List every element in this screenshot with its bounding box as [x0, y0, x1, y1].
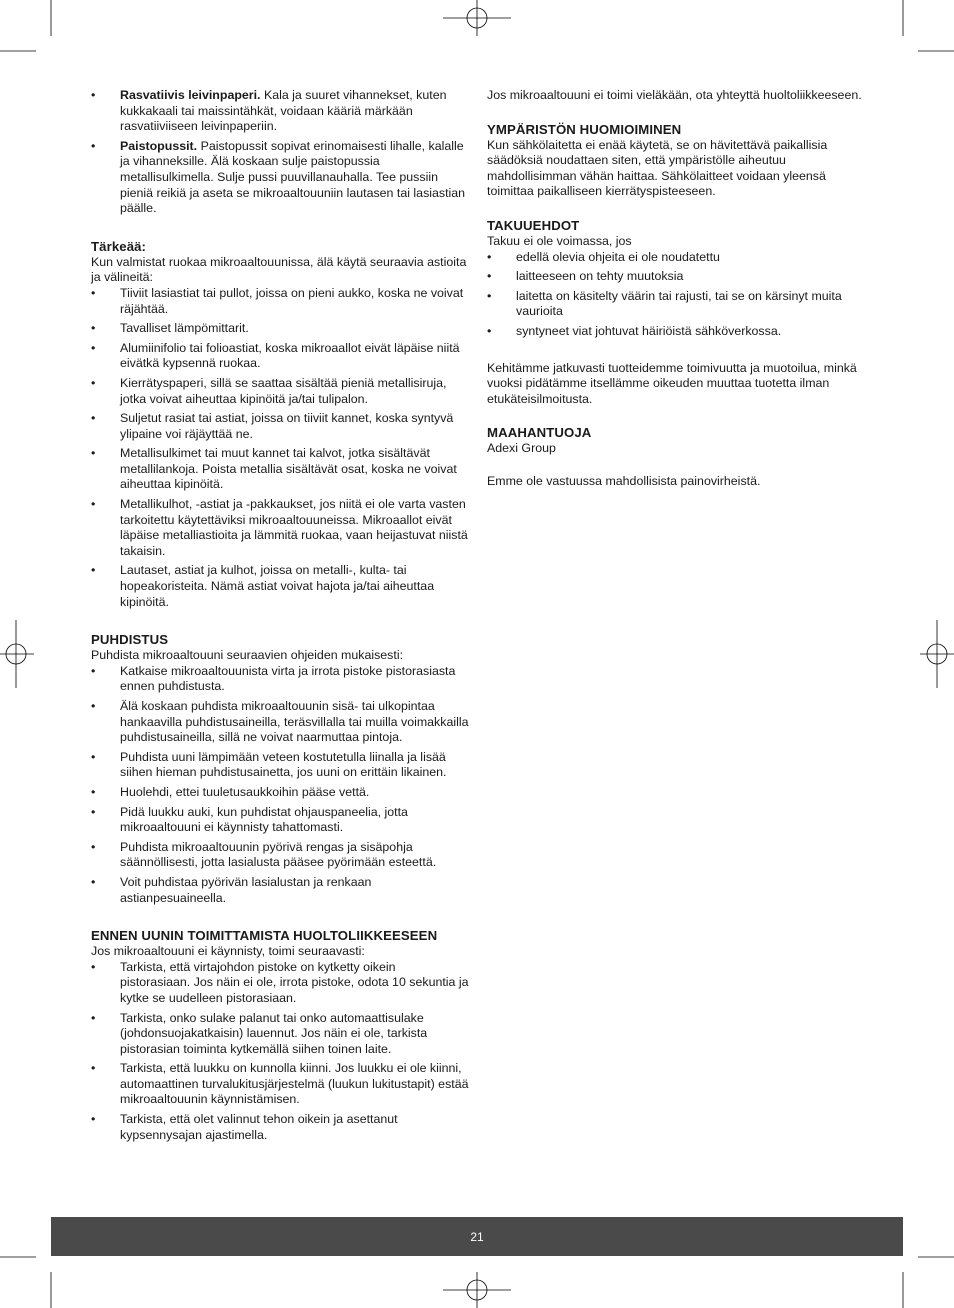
right-column	[487, 88, 865, 490]
registration-mark-left	[0, 620, 34, 688]
list-item: • syntyneet viat johtuvat häiriöistä sähköverkossa.	[487, 324, 865, 340]
list-item: • Metallisulkimet tai muut kannet tai kalvot, jotka sisältävät metallilankoja. Poista metallia sisältävät osat, koska ne voivat aiheuttaa kipinöitä.	[91, 446, 469, 493]
list-item: • Voit puhdistaa pyörivän lasialustan ja renkaan astianpesuaineella.	[91, 875, 469, 906]
before-service-heading: ENNEN UUNIN TOIMITTAMISTA HUOLTOLIIKKEESEEN	[91, 928, 438, 944]
list-item: • Tarkista, että luukku on kunnolla kiinni. Jos luukku ei ole kiinni, automaattinen turvalukitusjärjestelmä (luukun lukitustapit) estää mikroaaltouunin käynnistämisen.	[91, 1061, 469, 1108]
importer-heading: MAAHANTUOJA	[487, 425, 592, 441]
development-note: Kehitämme jatkuvasti tuotteidemme toimivuutta ja muotoilua, minkä vuoksi pidätämme itsellämme oikeuden muuttaa tuotetta ilman etukäteisilmoitusta.	[487, 360, 857, 406]
list-item: • laitetta on käsitelty väärin tai rajusti, tai se on kärsinyt muita vaurioita	[487, 289, 865, 320]
footer-bar	[51, 1217, 903, 1256]
list-item: • Alumiinifolio tai folioastiat, koska mikroaallot eivät läpäise niitä eivätkä kypsennä ruokaa.	[91, 341, 469, 372]
before-service-list	[91, 960, 469, 1144]
registration-mark-top	[443, 0, 511, 36]
before-service-intro: Jos mikroaaltouuni ei käynnisty, toimi seuraavasti:	[91, 944, 365, 959]
left-column	[91, 88, 469, 1147]
registration-mark-bottom	[443, 1272, 511, 1308]
warranty-intro: Takuu ei ole voimassa, jos	[487, 233, 632, 248]
warranty-heading: TAKUUEHDOT	[487, 217, 580, 233]
list-item: • Metallikulhot, -astiat ja -pakkaukset, jos niitä ei ole varta vasten tarkoitettu käytettäviksi mikroaaltouuneissa. Mikroaallot eivät läpäise metalliastioita ja lämmitä ruokaa, vaan heijastuvat niistä takaisin.	[91, 497, 469, 559]
important-list	[91, 286, 469, 610]
list-item: • Tavalliset lämpömittarit.	[91, 321, 469, 337]
intro-bullet-list	[91, 88, 469, 217]
list-item: • Rasvatiivis leivinpaperi. Kala ja suuret vihannekset, kuten kukkakaali tai maissintähkät, voidaan kääriä märkään rasvatiiviiseen leivinpaperiin.	[91, 88, 469, 135]
list-item: • Pidä luukku auki, kun puhdistat ohjauspaneelia, jotta mikroaaltouuni ei käynnisty tahattomasti.	[91, 805, 469, 836]
cleaning-intro: Puhdista mikroaaltouuni seuraavien ohjeiden mukaisesti:	[91, 648, 404, 663]
list-item: • Tarkista, onko sulake palanut tai onko automaattisulake (johdonsuojakatkaisin) lauennut. Jos näin ei ole, tarkista pistorasian toiminta kytkemällä siihen toinen laite.	[91, 1011, 469, 1058]
list-item: • edellä olevia ohjeita ei ole noudatettu	[487, 250, 865, 266]
important-heading: Tärkeää:	[91, 238, 147, 254]
list-item: • Katkaise mikroaaltouunista virta ja irrota pistoke pistorasiasta ennen puhdistusta.	[91, 664, 469, 695]
list-item: • Puhdista uuni lämpimään veteen kostutetulla liinalla ja lisää siihen hieman puhdistusainetta, jos uuni on erittäin likainen.	[91, 750, 469, 781]
list-item: • Tiiviit lasiastiat tai pullot, joissa on pieni aukko, koska ne voivat räjähtää.	[91, 286, 469, 317]
service-note: Jos mikroaaltouuni ei toimi vieläkään, ota yhteyttä huoltoliikkeeseen.	[487, 88, 862, 102]
list-item: • Kierrätyspaperi, sillä se saattaa sisältää pieniä metallisiruja, jotka voivat aiheuttaa kipinöitä ja/tai tulipalon.	[91, 376, 469, 407]
list-item: • Puhdista mikroaaltouunin pyörivä rengas ja sisäpohja säännöllisesti, jotta lasialusta pääsee pyörimään esteettä.	[91, 840, 469, 871]
page-number: 21	[470, 1229, 484, 1244]
importer-name: Adexi Group	[487, 441, 556, 456]
list-item: • Huolehdi, ettei tuuletusaukkoihin pääse vettä.	[91, 785, 469, 801]
registration-mark-right	[920, 620, 954, 688]
list-item: • Lautaset, astiat ja kulhot, joissa on metalli-, kulta- tai hopeakoristeita. Nämä astiat voivat hajota ja/tai aiheuttaa kipinöitä.	[91, 563, 469, 610]
list-item: • Suljetut rasiat tai astiat, joissa on tiiviit kannet, koska syntyvä ylipaine voi räjäyttää ne.	[91, 411, 469, 442]
disclaimer: Emme ole vastuussa mahdollisista painovirheistä.	[487, 473, 761, 488]
important-intro: Kun valmistat ruokaa mikroaaltouunissa, älä käytä seuraavia astioita ja välineitä:	[91, 254, 467, 285]
list-item: • Tarkista, että virtajohdon pistoke on kytketty oikein pistorasiaan. Jos näin ei ole, irrota pistoke, odota 10 sekuntia ja kytke se uudelleen pistorasiaan.	[91, 960, 469, 1007]
list-item: • Älä koskaan puhdista mikroaaltouunin sisä- tai ulkopintaa hankaavilla puhdistusaineilla, teräsvillalla tai muilla voimakkailla puhdistusaineilla, sillä ne voivat naarmuttaa pintoja.	[91, 699, 469, 746]
warranty-list	[487, 250, 865, 340]
cleaning-heading: PUHDISTUS	[91, 632, 169, 648]
list-item: • laitteeseen on tehty muutoksia	[487, 269, 865, 285]
environment-heading: YMPÄRISTÖN HUOMIOIMINEN	[487, 121, 682, 137]
list-item: • Paistopussit. Paistopussit sopivat erinomaisesti lihalle, kalalle ja vihanneksille. Älä koskaan sulje paistopussia metallisulkimella. Sulje pussi puuvillanauhalla. Tee pussiin pieniä reikiä ja aseta se mikroaaltouuniin lautasen tai lasiastian päälle.	[91, 139, 469, 217]
environment-text: Kun sähkölaitetta ei enää käytetä, se on hävitettävä paikallisia säädöksiä noudattaen siten, että ympäristölle aiheutuu mahdollisimman vähän haittaa. Sähkölaitteet voidaan yleensä toimittaa paikalliseen kierrätyspisteeseen.	[487, 137, 828, 199]
cleaning-list	[91, 664, 469, 906]
list-item: • Tarkista, että olet valinnut tehon oikein ja asettanut kypsennysajan ajastimella.	[91, 1112, 469, 1143]
